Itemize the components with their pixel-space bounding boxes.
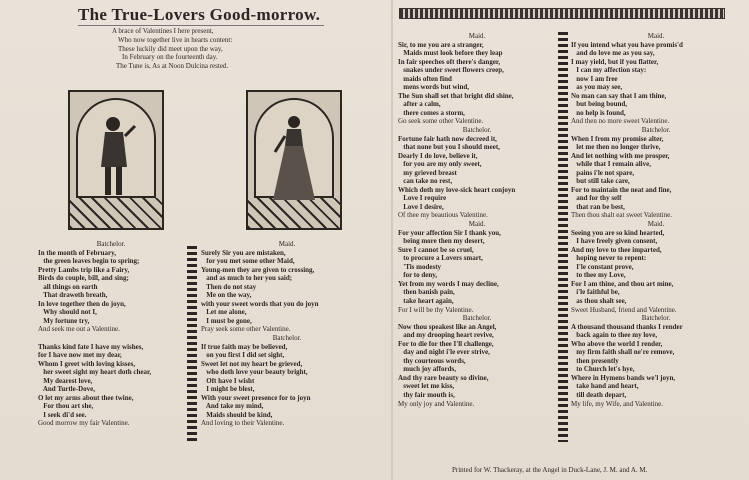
verse-line: In fair speeches oft there's danger, [398,57,501,66]
verse-line: for you met some other Maid, [201,257,295,266]
verse-line: her sweet sight my heart doth chear, [38,368,152,377]
verse-line: let me then no longer thrive, [571,143,661,152]
verse-line: but still take care, [571,177,630,186]
verse-line: Sir, to me you are a stranger, [398,40,484,49]
verse-line: that none but you I should meet, [398,143,500,152]
verse-line: with your sweet words that you do joyn [201,299,319,308]
verse-line: while that I remain alive, [571,160,651,169]
verse-line: day and night i'le ever strive, [398,348,490,357]
verse-line: 'Tis modesty [398,262,442,271]
verse-line: Why should not I, [38,308,97,317]
verse-line: for you are my only sweet, [398,160,482,169]
speaker-heading: Maid. [468,32,486,40]
verse-line: Which doth my love-sick heart conjoyn [398,185,516,194]
verse-line: Go seek some other Valentine. [398,117,484,126]
intro-line: A brace of Valentines I here present, [112,27,214,35]
intro-line: These luckily did meet upon the way, [118,44,223,53]
intro-line: Who now together live in hearts content: [118,35,233,44]
verse-column-4 [571,32,741,408]
verse-line: who doth love your beauty bright, [201,368,308,377]
verse-line: take hand and heart, [571,382,639,391]
verse-line: to Church let's hye, [571,365,635,374]
verse-line: Pray seek some other Valentine. [201,325,291,334]
verse-line: For thou art she, [38,402,94,411]
verse-line: Now thou speakest like an Angel, [398,322,497,331]
verse-line: Dearly I do love, believe it, [398,151,478,160]
verse-line: being more then my desert, [398,237,485,246]
verse-line: Sweet let not my heart be grieved, [201,359,303,368]
verse-line: If true faith may be believed, [201,342,288,351]
fold-gutter [391,0,393,480]
woman-figure-icon [269,112,319,204]
verse-line: can take no rest, [398,177,453,186]
verse-line: no help is found, [571,108,626,117]
verse-line: now I am free [571,74,618,83]
speaker-heading: Batchelor. [462,126,492,135]
verse-line: as thou shalt see, [571,296,627,305]
verse-line: the green leaves begin to spring; [38,257,140,266]
verse-line: much joy affords, [398,365,456,374]
verse-line: to thee my Love, [571,271,626,280]
verse-line: Sweet Husband, friend and Valentine. [571,305,677,314]
verse-line: and my drooping heart revive, [398,331,494,340]
verse-line: In love together then do joyn, [38,299,126,308]
ballad-title: The True-Lovers Good-morrow. [78,5,324,26]
column-divider [187,246,197,444]
verse-column-3 [398,32,556,408]
verse-line: Maids should be kind, [201,410,273,419]
verse-line: thy courteous words, [398,356,466,365]
verse-line: and for thy self [571,194,622,203]
verse-line: When I from my promise alter, [571,134,664,143]
speaker-heading: Batchelor. [96,240,126,248]
intro-verse [112,27,352,71]
printer-imprint: Printed for W. Thackeray, at the Angel in Duck-Lane, J. M. and A. M. [452,466,648,474]
verse-line: And loving to their Valentine. [201,419,285,428]
verse-line: Then do not stay [201,282,257,291]
column-divider [558,32,568,442]
speaker-heading: Maid. [647,32,665,40]
verse-line: for to deny, [398,271,438,280]
ornamental-border [399,8,725,19]
verse-line: Yet from my words I may decline, [398,279,499,288]
verse-line: Surely Sir you are mistaken, [201,248,286,257]
verse-line: Love I require [398,194,447,203]
verse-line: back again to thee my love, [571,331,658,340]
intro-line: The Tune is, As at Noon Dulcina rested. [116,62,229,71]
verse-line: My fortune try, [38,316,90,325]
verse-line: mens words but wind, [398,83,469,92]
verse-line: thy fair mouth is, [398,390,455,399]
verse-line: Fortune fair hath now decreed it, [398,134,497,143]
verse-line: Of thee my beautious Valentine. [398,211,488,220]
verse-line: For to die for thee I'll challenge, [398,339,494,348]
verse-line: snakes under sweet flowers creep, [398,66,504,75]
verse-line: And then no more sweet Valentine. [571,117,670,126]
verse-line: and do love me as you say, [571,49,655,58]
verse-line: and as much to her you said; [201,274,293,283]
verse-line: pains i'le not spare, [571,168,635,177]
verse-line: I can my affection stay: [571,66,647,75]
verse-line: For I am thine, and thou art mine, [571,279,674,288]
verse-line: on you first I did set sight, [201,351,285,360]
verse-line: I'le constant prove, [571,262,634,271]
verse-line: With your sweet presence for to joyn [201,393,311,402]
verse-line: Let me alone, [201,308,247,317]
speaker-heading: Batchelor. [641,314,671,323]
verse-line: hoping never to repent: [571,254,647,263]
intro-line: In February on the fourteenth day. [122,53,218,62]
verse-line: Me on the way, [201,291,252,300]
verse-line: I seek di'd see. [38,410,87,419]
verse-line: Seeing you are so kind hearted, [571,228,665,237]
verse-line: Young-men they are given to crossing, [201,265,315,274]
verse-line: I have freely given consent, [571,237,658,246]
verse-line: And let nothing with me prosper, [571,151,670,160]
verse-line: Good morrow my fair Valentine. [38,419,130,428]
stanza-gap [38,334,184,343]
verse-line: The Sun shall set that bright did shine, [398,91,514,100]
verse-line: Maids must look before they leap [398,49,503,58]
speaker-heading: Maid. [278,240,296,248]
verse-line: And thy rare beauty so divine, [398,373,489,382]
verse-line: Oft have I wisht [201,376,255,385]
speaker-heading: Maid. [647,220,665,229]
verse-line: For I will be thy Valentine. [398,305,474,314]
verse-line: I may yield, but if you flatter, [571,57,659,66]
verse-line: That draweth breath, [38,291,108,300]
verse-line: then banish pain, [398,288,455,297]
verse-line: My life, my Wife, and Valentine. [571,399,663,408]
verse-line: O let my arms about thee twine, [38,393,134,402]
verse-line: Thanks kind fate I have my wishes, [38,342,144,351]
verse-column-2 [201,240,373,428]
verse-line: then presently [571,356,619,365]
verse-line: I might be blest, [201,385,255,394]
verse-line: And my love to thee imparted, [571,245,662,254]
verse-line: Whom I greet with loving kisses, [38,359,136,368]
verse-line: Sure I cannot be so cruel, [398,245,474,254]
verse-line: all things on earth [38,282,98,291]
verse-column-1 [38,240,184,428]
speaker-heading: Batchelor. [272,334,302,343]
verse-line: A thousand thousand thanks I render [571,322,683,331]
verse-line: take heart again, [398,296,454,305]
verse-line: Who above the world I render, [571,339,663,348]
verse-line: maids often find [398,74,452,83]
verse-line: If you intend what you have promis'd [571,40,683,49]
verse-line: sweet let me kiss, [398,382,455,391]
verse-line: For your affection Sir I thank you, [398,228,501,237]
verse-line: And seek me out a Valentine. [38,325,120,334]
verse-line: I must be gone, [201,316,252,325]
verse-line: And take my mind, [201,402,264,411]
verse-line: Pretty Lambs trip like a Fairy, [38,265,130,274]
verse-line: i'le faithful be, [571,288,620,297]
speaker-heading: Maid. [468,220,486,229]
verse-line: after a calm, [398,100,441,109]
verse-line: till death depart, [571,390,627,399]
verse-line: My only joy and Valentine. [398,399,475,408]
verse-line: In the month of February, [38,248,116,257]
verse-line: No man can say that I am thine, [571,91,667,100]
woodcut-maid [246,90,342,230]
verse-line: that ran be best, [571,202,625,211]
verse-line: And Turtle-Dove, [38,385,95,394]
verse-line: My dearest love, [38,376,93,385]
verse-line: Love I desire, [398,202,444,211]
verse-line: as you may see, [571,83,623,92]
man-figure-icon [91,112,141,202]
speaker-heading: Batchelor. [462,314,492,323]
speaker-heading: Batchelor. [641,126,671,135]
verse-line: Where in Hymens bands we'l joyn, [571,373,676,382]
verse-line: my firm faith shall ne're remove, [571,348,675,357]
verse-line: but being bound, [571,100,628,109]
verse-line: to procure a Lovers smart, [398,254,483,263]
woodcut-batchelor [68,90,164,230]
verse-line: there comes a storm, [398,108,465,117]
verse-line: Birds do couple, bill, and sing; [38,274,129,283]
verse-line: For to maintain the neat and fine, [571,185,672,194]
verse-line: for I have now met my dear, [38,351,122,360]
verse-line: my grieved breast [398,168,457,177]
verse-line: Then thou shalt eat sweet Valentine. [571,211,672,220]
